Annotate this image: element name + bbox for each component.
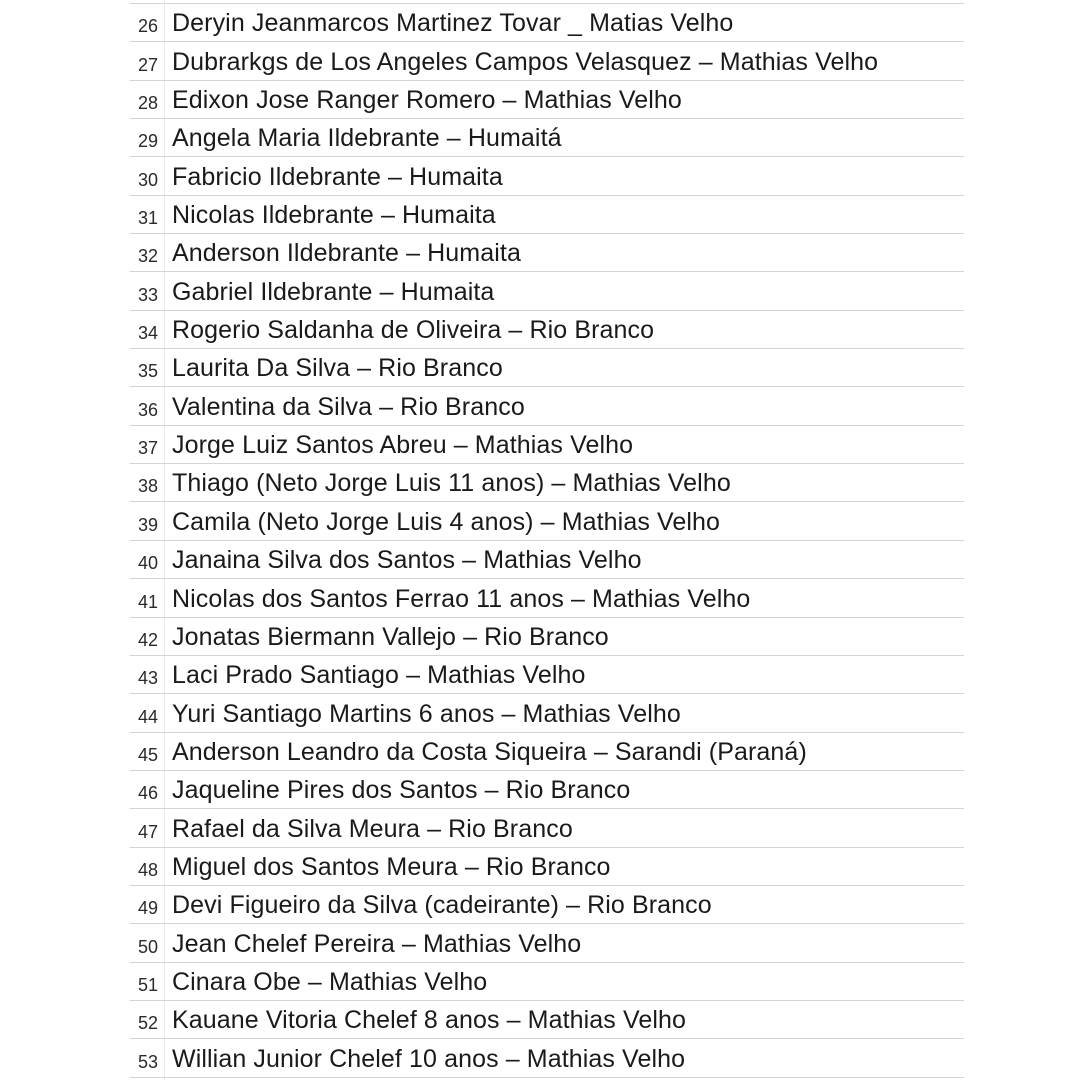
row-cell-text[interactable]: Devi Figueiro da Silva (cadeirante) – Rio Branco	[172, 891, 712, 920]
row-number: 42	[138, 629, 159, 650]
row-number: 31	[138, 208, 159, 229]
row-cell-text[interactable]: Cinara Obe – Mathias Velho	[172, 967, 488, 996]
row-number: 53	[138, 1051, 159, 1072]
table-row[interactable]	[130, 42, 964, 80]
table-row[interactable]	[130, 541, 964, 579]
table-row[interactable]	[130, 656, 964, 694]
table-row[interactable]	[130, 464, 964, 502]
row-number: 45	[138, 744, 159, 765]
row-cell-text[interactable]: Gabriel Ildebrante – Humaita	[172, 277, 495, 306]
row-cell-text[interactable]: Camila (Neto Jorge Luis 4 anos) – Mathias Velho	[172, 507, 721, 536]
row-number: 44	[138, 706, 159, 727]
row-number: 35	[138, 361, 159, 382]
table-row[interactable]	[130, 733, 964, 771]
row-cell-text[interactable]: Nicolas dos Santos Ferrao 11 anos – Mathias Velho	[172, 584, 751, 613]
row-number: 32	[138, 246, 159, 267]
table-row[interactable]	[130, 771, 964, 809]
row-cell-text[interactable]: Rogerio Saldanha de Oliveira – Rio Branco	[172, 316, 655, 345]
table-row[interactable]	[130, 848, 964, 886]
row-number: 28	[138, 93, 159, 114]
row-cell-text[interactable]: Rafael da Silva Meura – Rio Branco	[172, 814, 573, 843]
table-row[interactable]	[130, 4, 964, 42]
table-row[interactable]	[130, 1039, 964, 1077]
row-number: 52	[138, 1013, 159, 1034]
row-cell-text[interactable]: Angela Maria Ildebrante – Humaitá	[172, 124, 562, 153]
row-cell-text[interactable]: Edixon Jose Ranger Romero – Mathias Velho	[172, 86, 682, 115]
table-row[interactable]	[130, 694, 964, 732]
row-number: 47	[138, 821, 159, 842]
row-number: 34	[138, 323, 159, 344]
row-number: 40	[138, 553, 159, 574]
row-cell-text[interactable]: Laci Prado Santiago – Mathias Velho	[172, 661, 586, 690]
table-row[interactable]	[130, 349, 964, 387]
row-number: 26	[138, 16, 159, 37]
row-cell-text[interactable]: Dubrarkgs de Los Angeles Campos Velasquez – Mathias Velho	[172, 47, 879, 76]
row-cell-text[interactable]: Deryin Jeanmarcos Martinez Tovar _ Matias Velho	[172, 9, 734, 38]
table-row[interactable]	[130, 579, 964, 617]
row-cell-text[interactable]: Jonatas Biermann Vallejo – Rio Branco	[172, 622, 609, 651]
row-cell-text[interactable]: Jorge Luiz Santos Abreu – Mathias Velho	[172, 431, 634, 460]
table-row[interactable]	[130, 387, 964, 425]
row-number: 50	[138, 936, 159, 957]
row-cell-text[interactable]: Janaina Silva dos Santos – Mathias Velho	[172, 546, 642, 575]
row-cell-text[interactable]: Nicolas Ildebrante – Humaita	[172, 201, 496, 230]
table-row[interactable]	[130, 196, 964, 234]
row-number: 48	[138, 859, 159, 880]
table-row[interactable]	[130, 924, 964, 962]
row-cell-text[interactable]: Thiago (Neto Jorge Luis 11 anos) – Mathias Velho	[172, 469, 731, 498]
row-cell-text[interactable]: Kauane Vitoria Chelef 8 anos – Mathias Velho	[172, 1006, 687, 1035]
row-list	[130, 4, 964, 1078]
table-row[interactable]	[130, 502, 964, 540]
row-cell-text[interactable]: Yuri Santiago Martins 6 anos – Mathias Velho	[172, 699, 681, 728]
table-row[interactable]	[130, 618, 964, 656]
table-row[interactable]	[130, 963, 964, 1001]
row-number: 37	[138, 438, 159, 459]
table-row[interactable]	[130, 81, 964, 119]
row-number: 43	[138, 668, 159, 689]
row-cell-text[interactable]: Jaqueline Pires dos Santos – Rio Branco	[172, 776, 631, 805]
table-row[interactable]	[130, 311, 964, 349]
table-row[interactable]	[130, 157, 964, 195]
table-row[interactable]	[130, 272, 964, 310]
table-row[interactable]	[130, 426, 964, 464]
row-number: 41	[138, 591, 159, 612]
row-number: 27	[138, 54, 159, 75]
row-number: 30	[138, 169, 159, 190]
row-number: 49	[138, 898, 159, 919]
row-cell-text[interactable]: Valentina da Silva – Rio Branco	[172, 392, 525, 421]
table-row[interactable]	[130, 886, 964, 924]
row-cell-text[interactable]: Jean Chelef Pereira – Mathias Velho	[172, 929, 582, 958]
row-number: 46	[138, 783, 159, 804]
row-cell-text[interactable]: Fabricio Ildebrante – Humaita	[172, 162, 503, 191]
row-cell-text[interactable]: Anderson Ildebrante – Humaita	[172, 239, 521, 268]
row-number: 33	[138, 284, 159, 305]
table-row[interactable]	[130, 1001, 964, 1039]
row-cell-text[interactable]: Laurita Da Silva – Rio Branco	[172, 354, 503, 383]
table-row[interactable]	[130, 809, 964, 847]
row-number: 38	[138, 476, 159, 497]
row-number: 29	[138, 131, 159, 152]
row-number: 39	[138, 514, 159, 535]
row-number: 36	[138, 399, 159, 420]
table-row[interactable]	[130, 119, 964, 157]
row-cell-text[interactable]: Willian Junior Chelef 10 anos – Mathias Velho	[172, 1044, 686, 1073]
row-number: 51	[138, 974, 159, 995]
row-cell-text[interactable]: Anderson Leandro da Costa Siqueira – Sarandi (Paraná)	[172, 737, 807, 766]
row-cell-text[interactable]: Miguel dos Santos Meura – Rio Branco	[172, 852, 611, 881]
table-row[interactable]	[130, 234, 964, 272]
